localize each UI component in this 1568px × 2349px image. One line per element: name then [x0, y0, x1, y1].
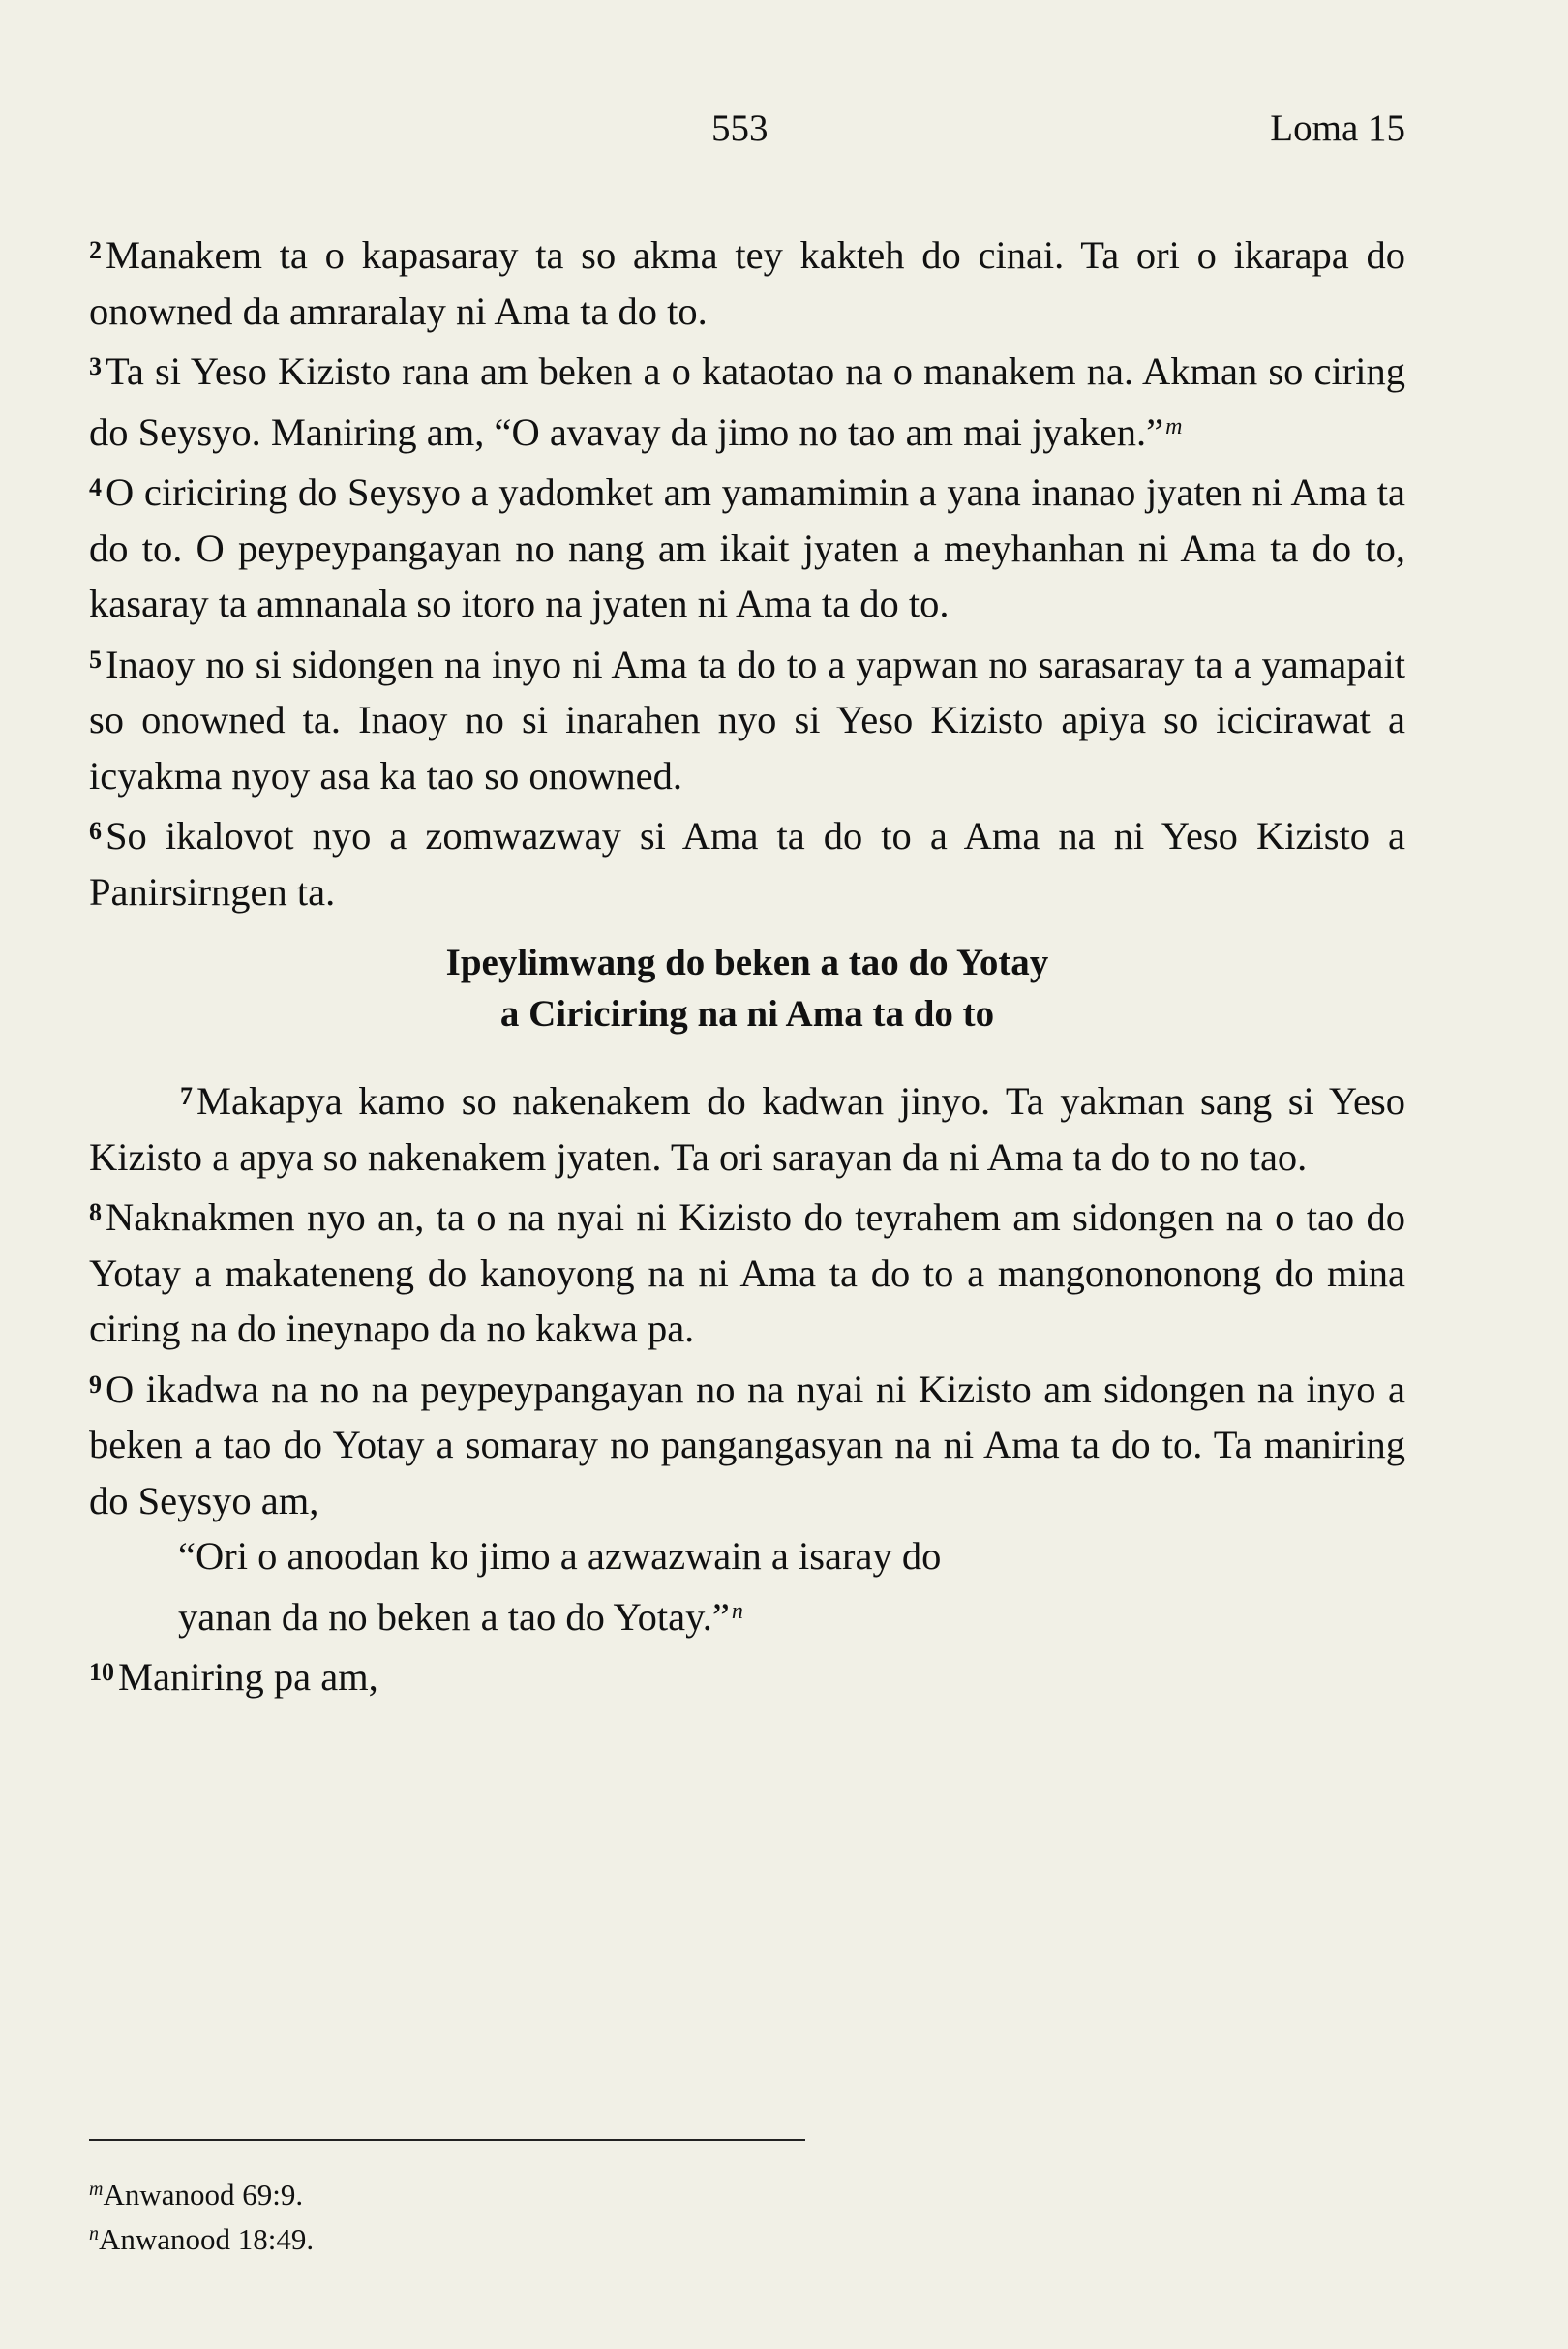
verse-number: 10: [89, 1658, 114, 1686]
section-heading-line-1: Ipeylimwang do beken a tao do Yotay: [445, 942, 1049, 983]
running-head: Loma 15: [1270, 107, 1405, 149]
verse-number: 6: [89, 817, 102, 845]
footnote-n: [89, 2214, 314, 2259]
page-number: 553: [711, 107, 769, 149]
footnote-mark: m: [89, 2179, 104, 2200]
footnote-divider: [89, 2139, 805, 2141]
section-heading: [89, 937, 1405, 1039]
verse-6: [89, 803, 1405, 919]
quotation-line-2: yanan da no beken a tao do Yotay.”: [178, 1594, 730, 1639]
verse-text: So ikalovot nyo a zomwazway si Ama ta do to a Ama na ni Yeso Kizisto a Panirsirngen ta.: [89, 814, 1405, 914]
verse-text: Inaoy no si sidongen na inyo ni Ama ta do to a yapwan no sarasaray ta a yamapait so onowned ta. Inaoy no si inarahen nyo si Yeso Kizisto apiya so icicirawat a icyakma nyoy asa ka tao so onowned.: [89, 642, 1405, 798]
verse-text: Ta si Yeso Kizisto rana am beken a o kataotao na o manakem na. Akman so ciring do Seysyo. Maniring am, “O avavay da jimo no tao am mai jyaken.”: [89, 349, 1405, 454]
verse-text: Naknakmen nyo an, ta o na nyai ni Kizisto do teyrahem am sidongen na o tao do Yotay a makateneng do kanoyong na ni Ama ta do to a mangonononong do mina ciring na do ineynapo da no kakwa pa.: [89, 1195, 1405, 1350]
verse-number: 5: [89, 645, 102, 674]
verse-number: 4: [89, 473, 102, 501]
verse-text: O ciriciring do Seysyo a yadomket am yamamimin a yana inanao jyaten ni Ama ta do to. O peypeypangayan no nang am ikait jyaten a meyhanhan ni Ama ta do to, kasaray ta amnanala so itoro na jyaten ni Ama ta do to.: [89, 470, 1405, 625]
verse-2: [89, 223, 1405, 339]
chapter-text: [89, 223, 1405, 1705]
verse-text: O ikadwa na no na peypeypangayan no na nyai ni Kizisto am sidongen na inyo a beken a tao do Yotay a somaray no pangangasyan na ni Ama ta do to. Ta maniring do Seysyo am,: [89, 1367, 1405, 1522]
verse-number: 9: [89, 1370, 102, 1399]
verse-5: [89, 632, 1405, 804]
verse-text: Manakem ta o kapasaray ta so akma tey kakteh do cinai. Ta ori o ikarapa do onowned da amraralay ni Ama ta do to.: [89, 233, 1405, 333]
footnote-mark: n: [89, 2223, 99, 2244]
footnotes: [89, 2170, 314, 2259]
quotation-line-1: “Ori o anoodan ko jimo a azwazwain a isaray do: [178, 1534, 942, 1578]
footnote-text: Anwanood 69:9.: [103, 2178, 304, 2212]
footnote-m: [89, 2170, 314, 2214]
verse-text: Maniring pa am,: [118, 1655, 378, 1699]
quotation: [89, 1528, 1405, 1644]
verse-10: [89, 1644, 1405, 1705]
footnote-reference: m: [1165, 413, 1183, 439]
verse-number: 8: [89, 1198, 102, 1226]
footnote-reference: n: [731, 1598, 743, 1624]
page-header: [0, 106, 1568, 165]
verse-8: [89, 1185, 1405, 1357]
verse-text: Makapya kamo so nakenakem do kadwan jinyo. Ta yakman sang si Yeso Kizisto a apya so nakenakem jyaten. Ta ori sarayan da ni Ama ta do to no tao.: [89, 1079, 1405, 1179]
verse-number: 2: [89, 236, 102, 264]
verse-3: [89, 339, 1405, 460]
footnote-text: Anwanood 18:49.: [99, 2222, 315, 2256]
verse-number: 3: [89, 352, 102, 380]
section-heading-line-2: a Ciriciring na ni Ama ta do to: [499, 993, 995, 1035]
verse-9: [89, 1357, 1405, 1529]
verse-7: [89, 1069, 1405, 1185]
verse-number: 7: [180, 1082, 193, 1110]
verse-4: [89, 460, 1405, 632]
